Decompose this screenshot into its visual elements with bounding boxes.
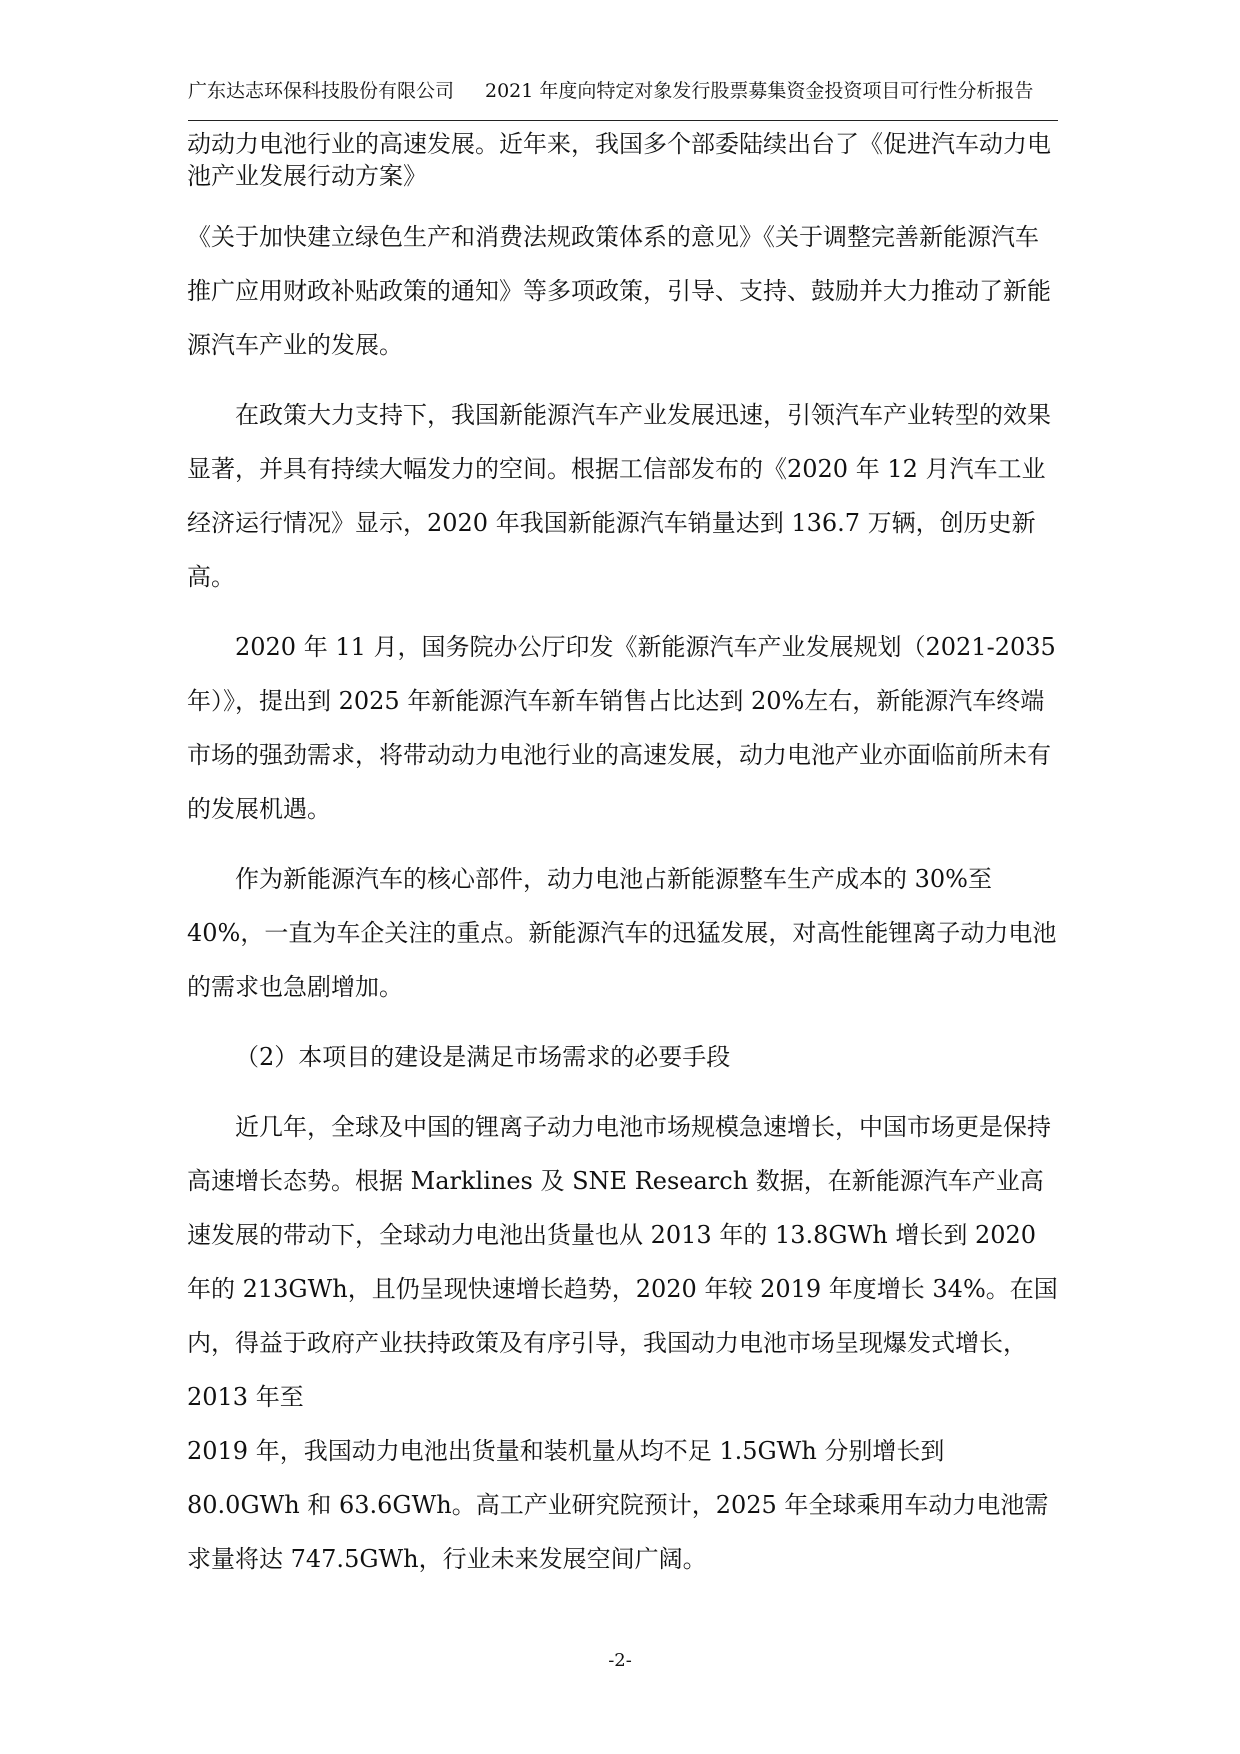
paragraph-market-growth: 近几年，全球及中国的锂离子动力电池市场规模急速增长，中国市场更是保持高速增长态势。根据 Marklines 及 SNE Research 数据，在新能源汽车产业高速发展的带动下，全球动力电池出货量也从 2013 年的 13.8GWh 增长到 2020 年的 213GWh，且仍呈现快速增长趋势，2020 年较 2019 年度增长 34%。在国内，得益于政府产业扶持政策及有序引导，我国动力电池市场呈现爆发式增长，2013 年至 — [187, 1113, 1058, 1411]
paragraph-market-forecast: 2019 年，我国动力电池出货量和装机量从均不足 1.5GWh 分别增长到 80.0GWh 和 63.6GWh。高工产业研究院预计，2025 年全球乘用车动力电池需求量将达 747.5GWh，行业未来发展空间广阔。 — [187, 1437, 1049, 1573]
page-header — [188, 70, 1058, 112]
paragraph-development-plan: 2020 年 11 月，国务院办公厅印发《新能源汽车产业发展规划（2021-2035 年）》，提出到 2025 年新能源汽车新车销售占比达到 20%左右，新能源汽车终端市场的强劲需求，将带动动力电池行业的高速发展，动力电池产业亦面临前所未有的发展机遇。 — [187, 633, 1056, 823]
paragraph-policy-support: 在政策大力支持下，我国新能源汽车产业发展迅速，引领汽车产业转型的效果显著，并具有持续大幅发力的空间。根据工信部发布的《2020 年 12 月汽车工业经济运行情况》显示，2020 年我国新能源汽车销量达到 136.7 万辆，创历史新高。 — [187, 401, 1051, 591]
document-body — [187, 128, 1062, 1586]
header-company-name: 广东达志环保科技股份有限公司 — [188, 80, 455, 102]
paragraph-battery-core: 作为新能源汽车的核心部件，动力电池占新能源整车生产成本的 30%至 40%，一直为车企关注的重点。新能源汽车的迅猛发展，对高性能锂离子动力电池的需求也急剧增加。 — [187, 865, 1057, 1001]
header-report-title: 2021 年度向特定对象发行股票募集资金投资项目可行性分析报告 — [485, 80, 1034, 102]
section-heading-market-demand: （2）本项目的建设是满足市场需求的必要手段 — [235, 1043, 731, 1071]
header-divider — [188, 120, 1058, 121]
paragraph-policy-list: 《关于加快建立绿色生产和消费法规政策体系的意见》《关于调整完善新能源汽车推广应用财政补贴政策的通知》等多项政策，引导、支持、鼓励并大力推动了新能源汽车产业的发展。 — [187, 223, 1051, 359]
page-number: -2- — [608, 1650, 632, 1671]
paragraph-policy-intro: 动动力电池行业的高速发展。近年来，我国多个部委陆续出台了《促进汽车动力电池产业发展行动方案》 — [187, 130, 1051, 190]
